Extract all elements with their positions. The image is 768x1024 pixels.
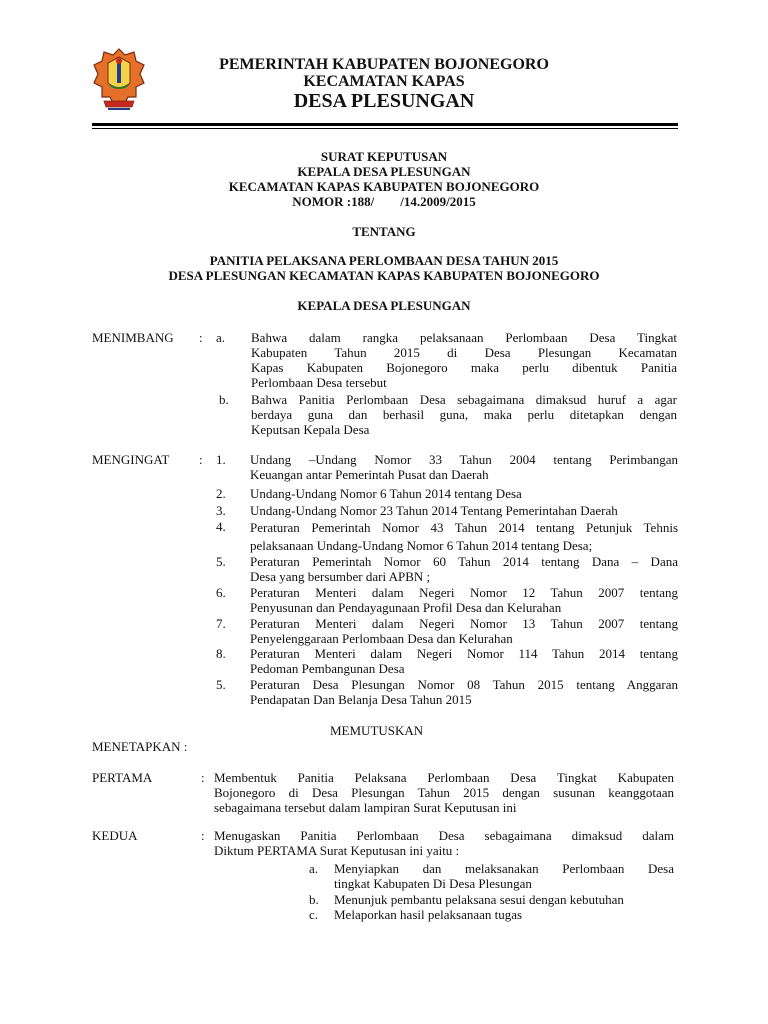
menimbang-a-marker: a. xyxy=(216,330,226,345)
pertama-text: Membentuk Panitia Pelaksana Perlombaan Desa Tingkat Kabupaten Bojonegoro di Desa Plesungan Tahun 2015 dengan susunan keanggotaan sebagaimana tersebut dalam lampiran Surat Keputusan ini xyxy=(214,770,674,815)
kedua-item-text: Menyiapkan dan melaksanakan Perlombaan Desa tingkat Kabupaten Di Desa Plesungan xyxy=(334,861,674,891)
menimbang-b-text: Bahwa Panitia Perlombaan Desa sebagaimana dimaksud huruf a agar berdaya guna dan berhasil guna, maka perlu ditetapkan dengan Keputsan Kepala Desa xyxy=(251,392,677,437)
header-district: KECAMATAN KAPAS xyxy=(303,73,465,90)
kedua-item-text: Melaporkan hasil pelaksanaan tugas xyxy=(334,907,523,922)
mengingat-item-number: 5. xyxy=(216,677,226,692)
pertama-label: PERTAMA xyxy=(92,770,153,785)
menimbang-label: MENIMBANG xyxy=(92,330,174,345)
menimbang-colon: : xyxy=(199,330,203,345)
decree-region: KECAMATAN KAPAS KABUPATEN BOJONEGORO xyxy=(228,179,540,194)
header-village: DESA PLESUNGAN xyxy=(293,90,475,112)
mengingat-item-number: 8. xyxy=(216,646,226,661)
mengingat-item-text: Peraturan Menteri dalam Negeri Nomor 13 Tahun 2007 tentang Penyelenggaraan Perlombaan Desa dan Kelurahan xyxy=(250,616,678,646)
menetapkan-label: MENETAPKAN : xyxy=(92,739,188,754)
subject-line-2: DESA PLESUNGAN KECAMATAN KAPAS KABUPATEN BOJONEGORO xyxy=(168,268,600,283)
mengingat-item-number: 2. xyxy=(216,486,226,501)
mengingat-item-text: Peraturan Pemerintah Nomor 43 Tahun 2014 tentang Petunjuk Tehnis pelaksanaan Undang-Undang Nomor 6 Tahun 2014 tentang Desa; xyxy=(250,520,678,553)
kedua-item-marker: c. xyxy=(309,907,319,922)
mengingat-item-number: 1. xyxy=(216,452,226,467)
mengingat-item-text: Undang-Undang Nomor 23 Tahun 2014 Tentang Pemerintahan Daerah xyxy=(250,503,618,518)
mengingat-colon: : xyxy=(199,452,203,467)
header-government: PEMERINTAH KABUPATEN BOJONEGORO xyxy=(219,56,549,73)
mengingat-item-text: Undang-Undang Nomor 6 Tahun 2014 tentang Desa xyxy=(250,486,522,501)
memutuskan-heading: MEMUTUSKAN xyxy=(330,723,424,738)
menimbang-b-marker: b. xyxy=(219,392,229,407)
menimbang-a-text: Bahwa dalam rangka pelaksanaan Perlombaan Desa Tingkat Kabupaten Tahun 2015 di Desa Plesungan Kecamatan Kapas Kabupaten Bojonegoro maka perlu dibentuk Panitia Perlombaan Desa tersebut xyxy=(251,330,677,390)
header-rule-thick xyxy=(92,123,678,126)
mengingat-item-number: 4. xyxy=(216,519,226,534)
mengingat-item-text: Peraturan Desa Plesungan Nomor 08 Tahun 2015 tentang Anggaran Pendapatan Dan Belanja Desa Tahun 2015 xyxy=(250,677,678,707)
decree-number: NOMOR :188/ /14.2009/2015 xyxy=(292,194,476,209)
mengingat-item-number: 7. xyxy=(216,616,226,631)
kepala-heading: KEPALA DESA PLESUNGAN xyxy=(297,298,471,313)
kedua-colon: : xyxy=(201,828,205,843)
kedua-item-marker: b. xyxy=(309,892,319,907)
mengingat-item-text: Peraturan Menteri dalam Negeri Nomor 114 Tahun 2014 tentang Pedoman Pembangunan Desa xyxy=(250,646,678,676)
kedua-label: KEDUA xyxy=(92,828,138,843)
kedua-item-marker: a. xyxy=(309,861,319,876)
mengingat-item-number: 3. xyxy=(216,503,226,518)
header-rule-thin xyxy=(92,128,678,129)
mengingat-item-text: Undang –Undang Nomor 33 Tahun 2004 tentang Perimbangan Keuangan antar Pemerintah Pusat dan Daerah xyxy=(250,452,678,482)
mengingat-item-text: Peraturan Pemerintah Nomor 60 Tahun 2014 tentang Dana – Dana Desa yang bersumber dari APBN ; xyxy=(250,554,678,584)
kedua-text: Menugaskan Panitia Perlombaan Desa sebagaimana dimaksud dalam Diktum PERTAMA Surat Keputusan ini yaitu : xyxy=(214,828,674,858)
kedua-item-text: Menunjuk pembantu pelaksana sesui dengan kebutuhan xyxy=(334,892,624,907)
tentang-heading: TENTANG xyxy=(352,224,416,239)
mengingat-item-number: 5. xyxy=(216,554,226,569)
decree-issuer: KEPALA DESA PLESUNGAN xyxy=(297,164,471,179)
decree-title: SURAT KEPUTUSAN xyxy=(320,149,448,164)
mengingat-item-number: 6. xyxy=(216,585,226,600)
mengingat-item-text: Peraturan Menteri dalam Negeri Nomor 12 Tahun 2007 tentang Penyusunan dan Pendayagunaan Profil Desa dan Kelurahan xyxy=(250,585,678,615)
mengingat-label: MENGINGAT xyxy=(92,452,170,467)
subject-line-1: PANITIA PELAKSANA PERLOMBAAN DESA TAHUN 2015 xyxy=(209,253,559,268)
pertama-colon: : xyxy=(201,770,205,785)
